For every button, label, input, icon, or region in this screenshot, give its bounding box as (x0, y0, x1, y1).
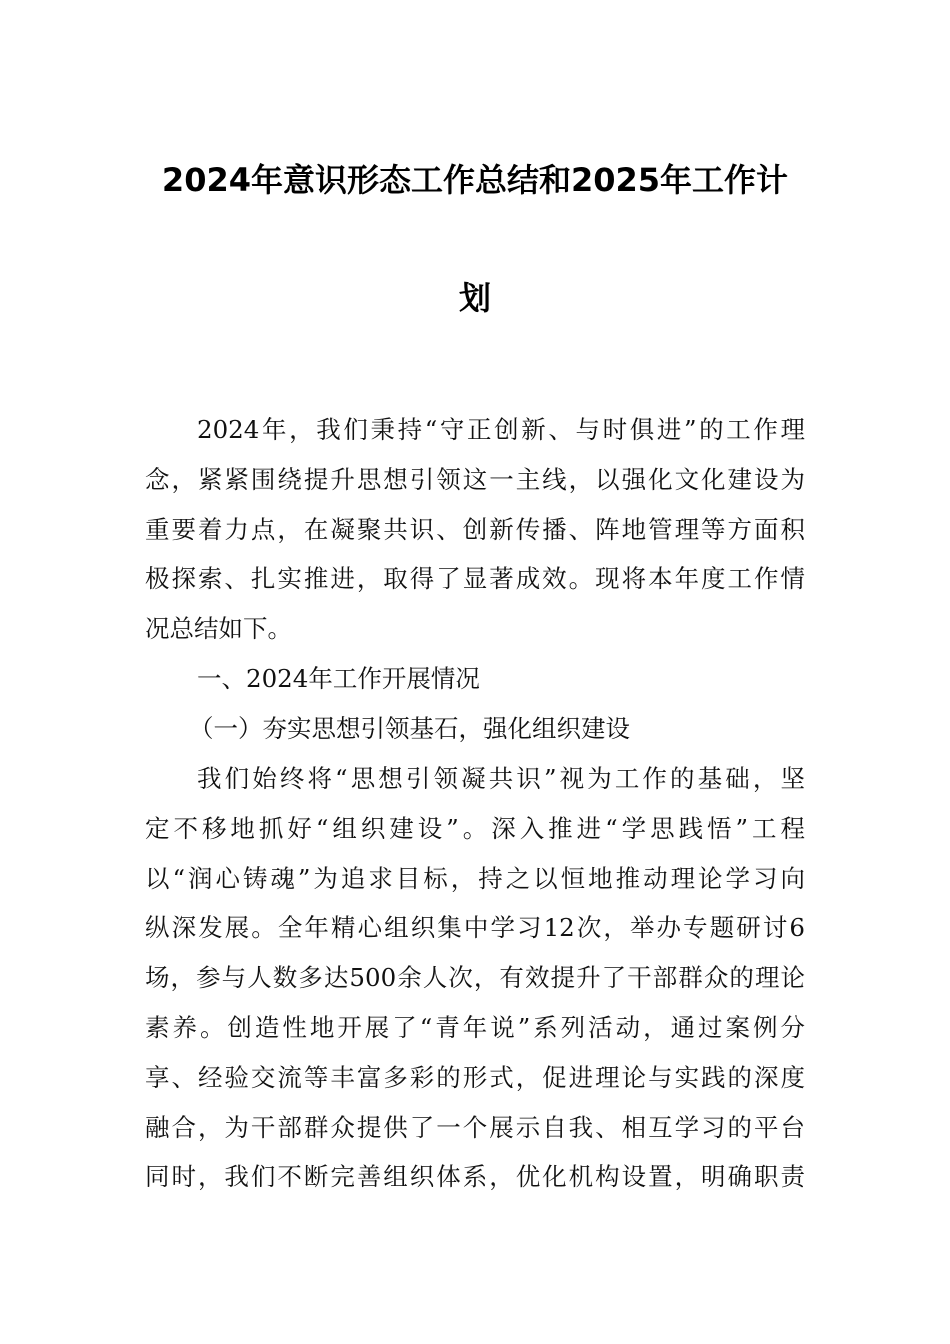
paragraph-line: 融合，为干部群众提供了一个展示自我、相互学习的平台 (145, 1112, 805, 1142)
paragraph-line: 同时，我们不断完善组织体系，优化机构设置，明确职责 (145, 1162, 805, 1192)
paragraph-line: 重要着力点，在凝聚共识、创新传播、阵地管理等方面积 (145, 514, 805, 544)
document-title-line-2: 划 (458, 279, 491, 317)
paragraph-line: 享、经验交流等丰富多彩的形式，促进理论与实践的深度 (145, 1062, 805, 1092)
body-paragraph (145, 754, 805, 1202)
paragraph-line: 2024年，我们秉持“守正创新、与时俱进”的工作理 (197, 415, 805, 444)
intro-paragraph (145, 405, 805, 654)
paragraph-line: 极探索、扎实推进，取得了显著成效。现将本年度工作情 (145, 564, 805, 594)
section-heading (145, 654, 805, 704)
paragraph-line: 素养。创造性地开展了“青年说”系列活动，通过案例分 (145, 1012, 805, 1042)
paragraph-line: 纵深发展。全年精心组织集中学习12次，举办专题研讨6 (145, 913, 805, 943)
paragraph-line: 我们始终将“思想引领凝共识”视为工作的基础，坚 (197, 764, 805, 793)
document-title-line-1: 2024年意识形态工作总结和2025年工作计 (161, 161, 789, 199)
subsection-heading-text: （一）夯实思想引领基石，强化组织建设 (189, 714, 630, 743)
paragraph-line: 况总结如下。 (145, 614, 292, 644)
paragraph-line: 以“润心铸魂”为追求目标，持之以恒地推动理论学习向 (145, 863, 805, 893)
paragraph-line: 场，参与人数多达500余人次，有效提升了干部群众的理论 (145, 963, 805, 993)
section-heading-text: 一、2024年工作开展情况 (197, 664, 480, 693)
subsection-heading (145, 704, 805, 754)
paragraph-line: 念，紧紧围绕提升思想引领这一主线，以强化文化建设为 (145, 464, 805, 494)
paragraph-line: 定不移地抓好“组织建设”。深入推进“学思践悟”工程 (145, 813, 805, 843)
